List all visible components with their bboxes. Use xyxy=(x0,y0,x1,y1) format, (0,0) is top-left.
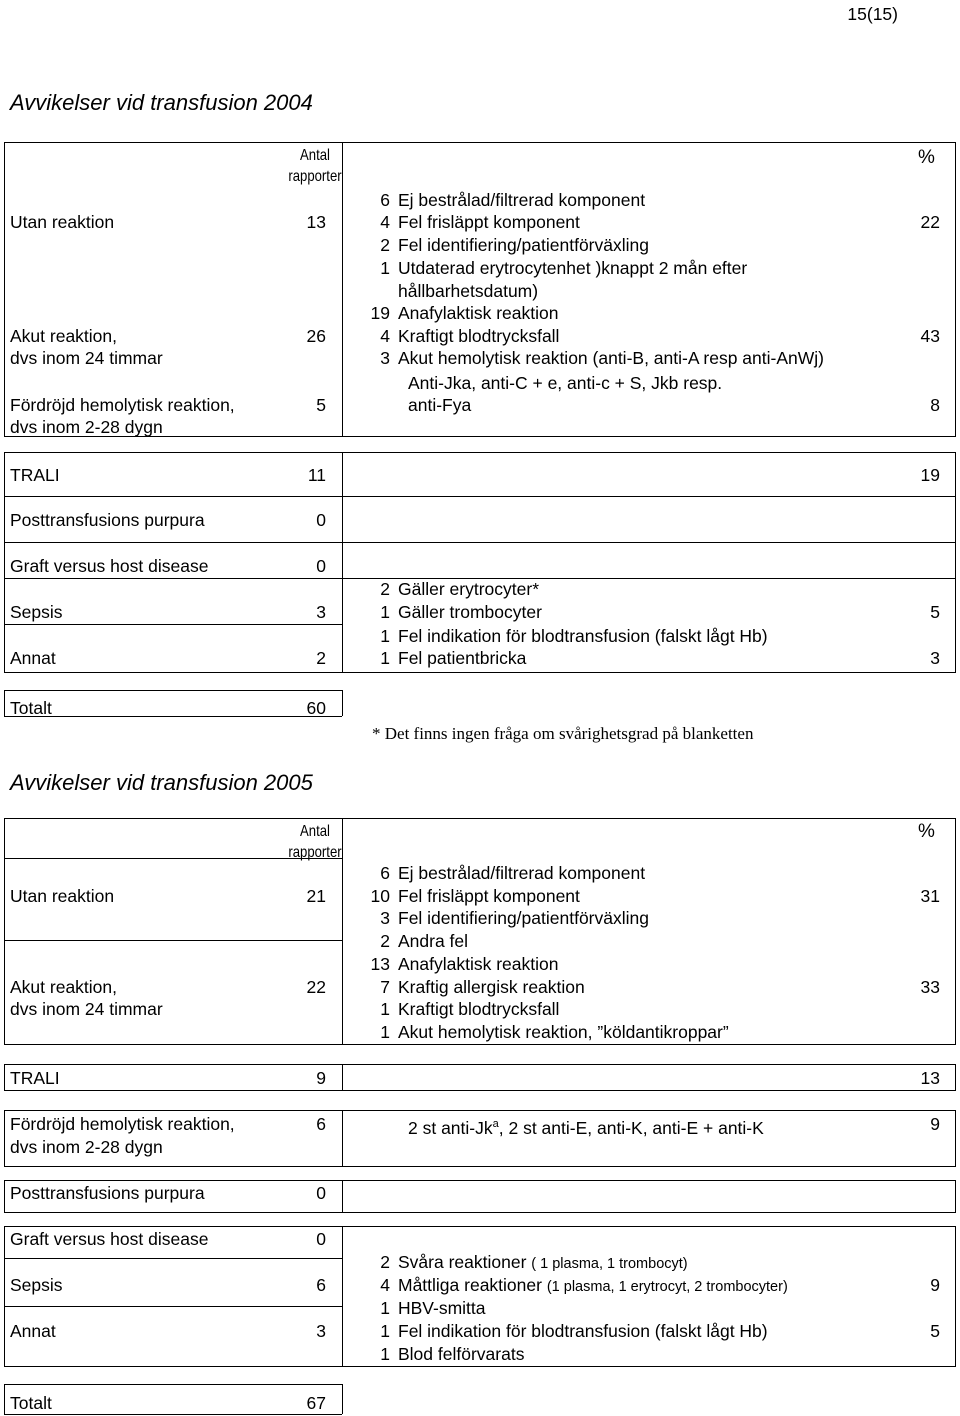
detail-item: hållbarhetsdatum) xyxy=(398,281,539,301)
detail-fordrojd: 2 st anti-Jk$^a$, 2 st anti-E, anti-K, anti-E + anti-K xyxy=(408,1117,764,1138)
count-sepsis: 3 xyxy=(316,602,326,622)
count-akut-reaktion: 22 xyxy=(306,977,326,997)
detail-item: 13 Anafylaktisk reaktion xyxy=(370,954,559,974)
label-totalt: Totalt xyxy=(10,698,52,718)
detail-item: 2 Fel identifiering/patientförväxling xyxy=(380,235,649,255)
label-annat: Annat xyxy=(10,648,56,668)
count-trali: 9 xyxy=(316,1068,326,1088)
detail-item: 6 Ej bestrålad/filtrerad komponent xyxy=(380,863,646,883)
pct-fordrojd: 9 xyxy=(930,1114,940,1134)
detail-item: 6 Ej bestrålad/filtrerad komponent xyxy=(380,190,646,210)
footnote: * Det finns ingen fråga om svårighetsgrad på blanketten xyxy=(372,724,754,743)
label-ptp: Posttransfusions purpura xyxy=(10,1183,205,1203)
count-utan-reaktion: 21 xyxy=(306,886,326,906)
label-akut-reaktion-1: Akut reaktion, xyxy=(10,977,117,997)
count-ptp: 0 xyxy=(316,1183,326,1203)
label-utan-reaktion: Utan reaktion xyxy=(10,212,115,232)
detail-item: 3 Fel identifiering/patientförväxling xyxy=(380,908,649,928)
label-ptp: Posttransfusions purpura xyxy=(10,510,205,530)
detail-item: 7 Kraftig allergisk reaktion xyxy=(380,977,585,997)
detail-item: 1 Blod felförvarats xyxy=(380,1344,525,1364)
antal-header-2004: Antal rapporter xyxy=(288,147,342,185)
detail-item: 19 Anafylaktisk reaktion xyxy=(370,303,559,323)
label-fordrojd-2: dvs inom 2-28 dygn xyxy=(10,1137,163,1157)
count-fordrojd: 5 xyxy=(316,395,326,415)
label-sepsis: Sepsis xyxy=(10,1275,63,1295)
pct-header-2005: % xyxy=(918,821,935,842)
pct-sepsis: 9 xyxy=(930,1275,940,1295)
page-number: 15(15) xyxy=(847,4,898,24)
label-akut-reaktion-2: dvs inom 24 timmar xyxy=(10,999,163,1019)
label-akut-reaktion-1: Akut reaktion, xyxy=(10,326,117,346)
pct-annat: 5 xyxy=(930,1321,940,1341)
label-utan-reaktion: Utan reaktion xyxy=(10,886,115,906)
label-totalt: Totalt xyxy=(10,1393,52,1413)
pct-trali: 13 xyxy=(920,1068,940,1088)
detail-item: 2 Gäller erytrocyter* xyxy=(380,579,540,599)
pct-akut-reaktion: 43 xyxy=(920,326,940,346)
detail-item: 1 Kraftigt blodtrycksfall xyxy=(380,999,560,1019)
pct-akut-reaktion: 33 xyxy=(920,977,940,997)
detail-item: 1 Fel indikation för blodtransfusion (falskt lågt Hb) xyxy=(380,626,768,646)
detail-item: 4 Kraftigt blodtrycksfall xyxy=(380,326,560,346)
label-fordrojd-1: Fördröjd hemolytisk reaktion, xyxy=(10,395,235,415)
pct-utan-reaktion: 22 xyxy=(920,212,940,232)
pct-utan-reaktion: 31 xyxy=(920,886,940,906)
detail-item: 10 Fel frisläppt komponent xyxy=(370,886,580,906)
count-annat: 3 xyxy=(316,1321,326,1341)
detail-item: 1 HBV-smitta xyxy=(380,1298,486,1318)
pct-sepsis: 5 xyxy=(930,602,940,622)
detail-item: 1 Fel indikation för blodtransfusion (falskt lågt Hb) xyxy=(380,1321,768,1341)
label-sepsis: Sepsis xyxy=(10,602,63,622)
pct-trali: 19 xyxy=(920,465,940,485)
detail-item: 1 Utdaterad erytrocytenhet )knappt 2 mån efter xyxy=(380,258,748,278)
count-gvhd: 0 xyxy=(316,556,326,576)
section-title-2005: Avvikelser vid transfusion 2005 xyxy=(10,770,313,795)
pct-fordrojd: 8 xyxy=(930,395,940,415)
detail-item: 4 Fel frisläppt komponent xyxy=(380,212,580,232)
count-akut-reaktion: 26 xyxy=(306,326,326,346)
label-trali: TRALI xyxy=(10,465,60,485)
detail-item: 1 Fel patientbricka xyxy=(380,648,527,668)
label-fordrojd-1: Fördröjd hemolytisk reaktion, xyxy=(10,1114,235,1134)
count-trali: 11 xyxy=(307,465,326,485)
count-annat: 2 xyxy=(316,648,326,668)
count-utan-reaktion: 13 xyxy=(306,212,326,232)
label-annat: Annat xyxy=(10,1321,56,1341)
detail-item: 1 Gäller trombocyter xyxy=(380,602,542,622)
label-fordrojd-2: dvs inom 2-28 dygn xyxy=(10,417,163,437)
count-totalt: 67 xyxy=(306,1393,326,1413)
label-akut-reaktion-2: dvs inom 24 timmar xyxy=(10,348,163,368)
count-fordrojd: 6 xyxy=(316,1114,326,1134)
antal-header-2005: Antal rapporter xyxy=(288,823,342,861)
count-sepsis: 6 xyxy=(316,1275,326,1295)
label-trali: TRALI xyxy=(10,1068,60,1088)
label-gvhd: Graft versus host disease xyxy=(10,556,209,576)
detail-item: 4 Måttliga reaktioner (1 plasma, 1 erytrocyt, 2 trombocyter) xyxy=(380,1275,788,1295)
count-ptp: 0 xyxy=(316,510,326,530)
detail-item: 2 Andra fel xyxy=(380,931,469,951)
detail-item: Anti-Jka, anti-C + e, anti-c + S, Jkb resp. xyxy=(408,373,723,393)
section-title-2004: Avvikelser vid transfusion 2004 xyxy=(10,90,313,115)
detail-item: 3 Akut hemolytisk reaktion (anti-B, anti-A resp anti-AnWj) xyxy=(380,348,824,368)
detail-item: 1 Akut hemolytisk reaktion, ”köldantikroppar” xyxy=(380,1022,729,1042)
pct-annat: 3 xyxy=(930,648,940,668)
label-gvhd: Graft versus host disease xyxy=(10,1229,209,1249)
detail-item: 2 Svåra reaktioner ( 1 plasma, 1 trombocyt) xyxy=(380,1252,688,1272)
count-totalt: 60 xyxy=(306,698,326,718)
count-gvhd: 0 xyxy=(316,1229,326,1249)
detail-item: anti-Fya xyxy=(408,395,472,415)
pct-header-2004: % xyxy=(918,147,935,168)
